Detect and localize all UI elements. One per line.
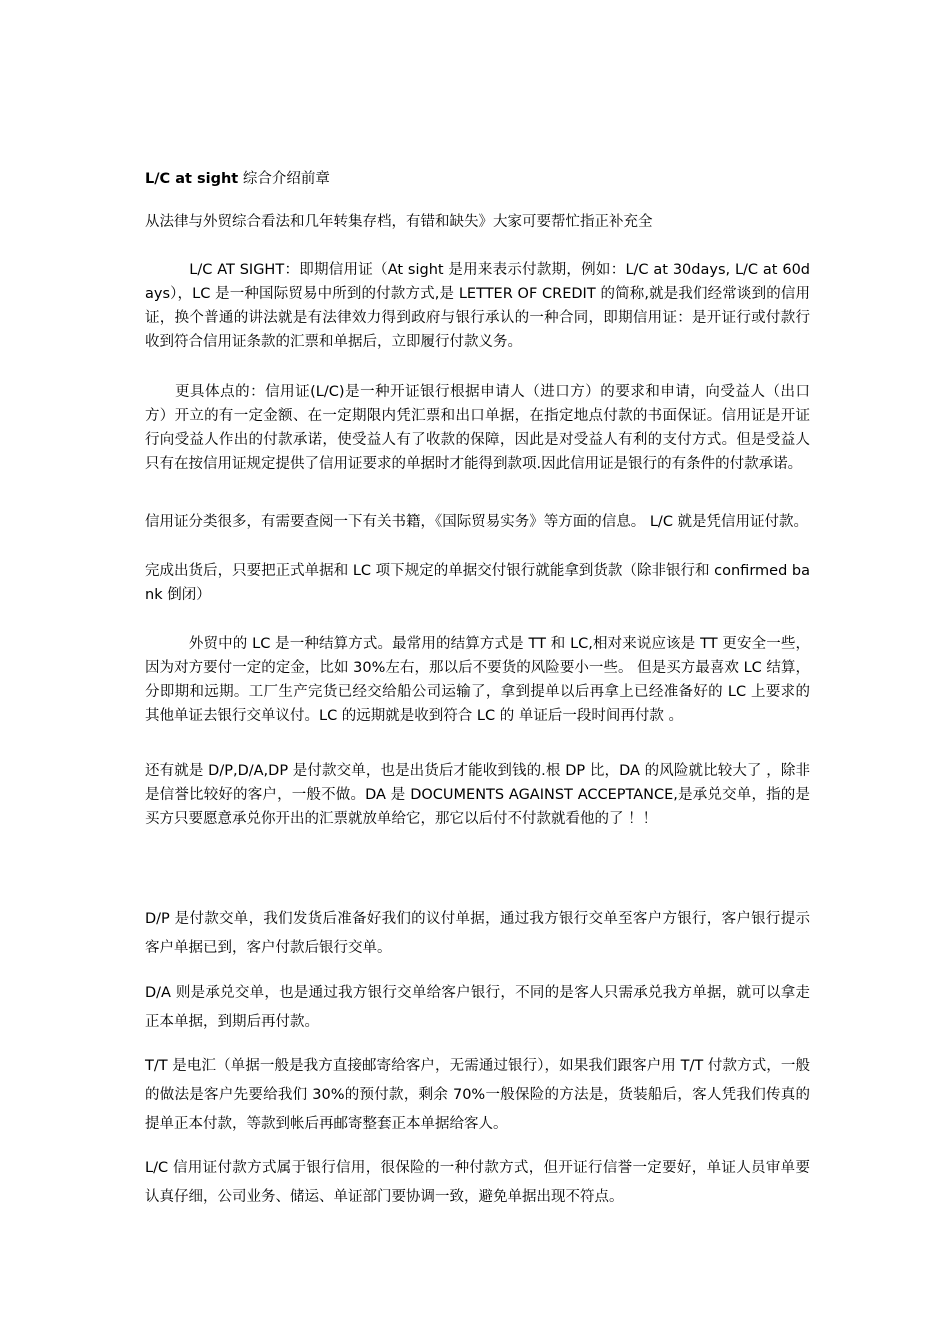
paragraph-tt-definition: T/T 是电汇（单据一般是我方直接邮寄给客户，无需通过银行），如果我们跟客户用 T/T 付款方式，一般的做法是客户先要给我们 30%的预付款，剩余 70%一般保险的方法是，货装船后，客人凭我们传真的提单正本付款，等款到帐后再邮寄整套正本单据给客人。 bbox=[145, 1058, 810, 1132]
document-subtitle: 从法律与外贸综合看法和几年转集存档，有错和缺失》大家可要帮忙指正补充全 bbox=[145, 214, 653, 230]
document-title bbox=[145, 168, 810, 190]
paragraph-lc-definition: 更具体点的：信用证(L/C)是一种开证银行根据申请人（进口方）的要求和申请，向受益人（出口方）开立的有一定金额、在一定期限内凭汇票和出口单据，在指定地点付款的书面保证。信用证是开证行向受益人作出的付款承诺，使受益人有了收款的保障，因此是对受益人有利的支付方式。但是受益人只有在按信用证规定提供了信用证要求的单据时才能得到款项.因此信用证是银行的有条件的付款承诺。 bbox=[145, 384, 810, 472]
paragraph-dp-da: 还有就是 D/P,D/A,DP 是付款交单，也是出货后才能收到钱的.根 DP 比，DA 的风险就比较大了 ，除非是信誉比较好的客户，一般不做。DA 是 DOCUMENTS AGAINST ACCEPTANCE,是承兑交单，指的是买方只要愿意承兑你开出的汇票就放单给它，那它以后付不付款就看他的了 ！！ bbox=[145, 763, 810, 827]
paragraph-lc-categories: 信用证分类很多，有需要查阅一下有关书籍，《国际贸易实务》等方面的信息。 L/C 就是凭信用证付款。 bbox=[145, 514, 809, 530]
paragraph-dp-definition: D/P 是付款交单，我们发货后准备好我们的议付单据，通过我方银行交单至客户方银行，客户银行提示客户单据已到，客户付款后银行交单。 bbox=[145, 911, 810, 956]
paragraph-lc-bank-credit: L/C 信用证付款方式属于银行信用，很保险的一种付款方式，但开证行信誉一定要好，单证人员审单要认真仔细，公司业务、储运、单证部门要协调一致，避免单据出现不符点。 bbox=[145, 1160, 810, 1205]
paragraph-lc-at-sight: L/C AT SIGHT：即期信用证（At sight 是用来表示付款期，例如：L/C at 30days, L/C at 60days），LC 是一种国际贸易中所到的付款方式,是 LETTER OF CREDIT 的简称,就是我们经常谈到的信用证，换个普通的讲法就是有法律效力得到政府与银行承认的一种合同，即期信用证：是开证行或付款行收到符合信用证条款的汇票和单据后，立即履行付款义务。 bbox=[145, 262, 810, 350]
paragraph-after-shipment: 完成出货后，只要把正式单据和 LC 项下规定的单据交付银行就能拿到货款（除非银行和 confirmed bank 倒闭） bbox=[145, 563, 810, 603]
paragraph-da-definition: D/A 则是承兑交单，也是通过我方银行交单给客户银行，不同的是客人只需承兑我方单据，就可以拿走正本单据，到期后再付款。 bbox=[145, 985, 810, 1030]
paragraph-settlement-methods: 外贸中的 LC 是一种结算方式。最常用的结算方式是 TT 和 LC,相对来说应该是 TT 更安全一些，因为对方要付一定的定金，比如 30%左右，那以后不要货的风险要小一些。 但是买方最喜欢 LC 结算，分即期和远期。工厂生产完货已经交给船公司运输了，拿到提单以后再拿上已经准备好的 LC 上要求的其他单证去银行交单议付。LC 的远期就是收到符合 LC 的 单证后一段时间再付款 。 bbox=[145, 636, 810, 724]
title-chinese: 综合介绍前章 bbox=[238, 171, 330, 187]
title-english: L/C at sight bbox=[145, 171, 239, 187]
